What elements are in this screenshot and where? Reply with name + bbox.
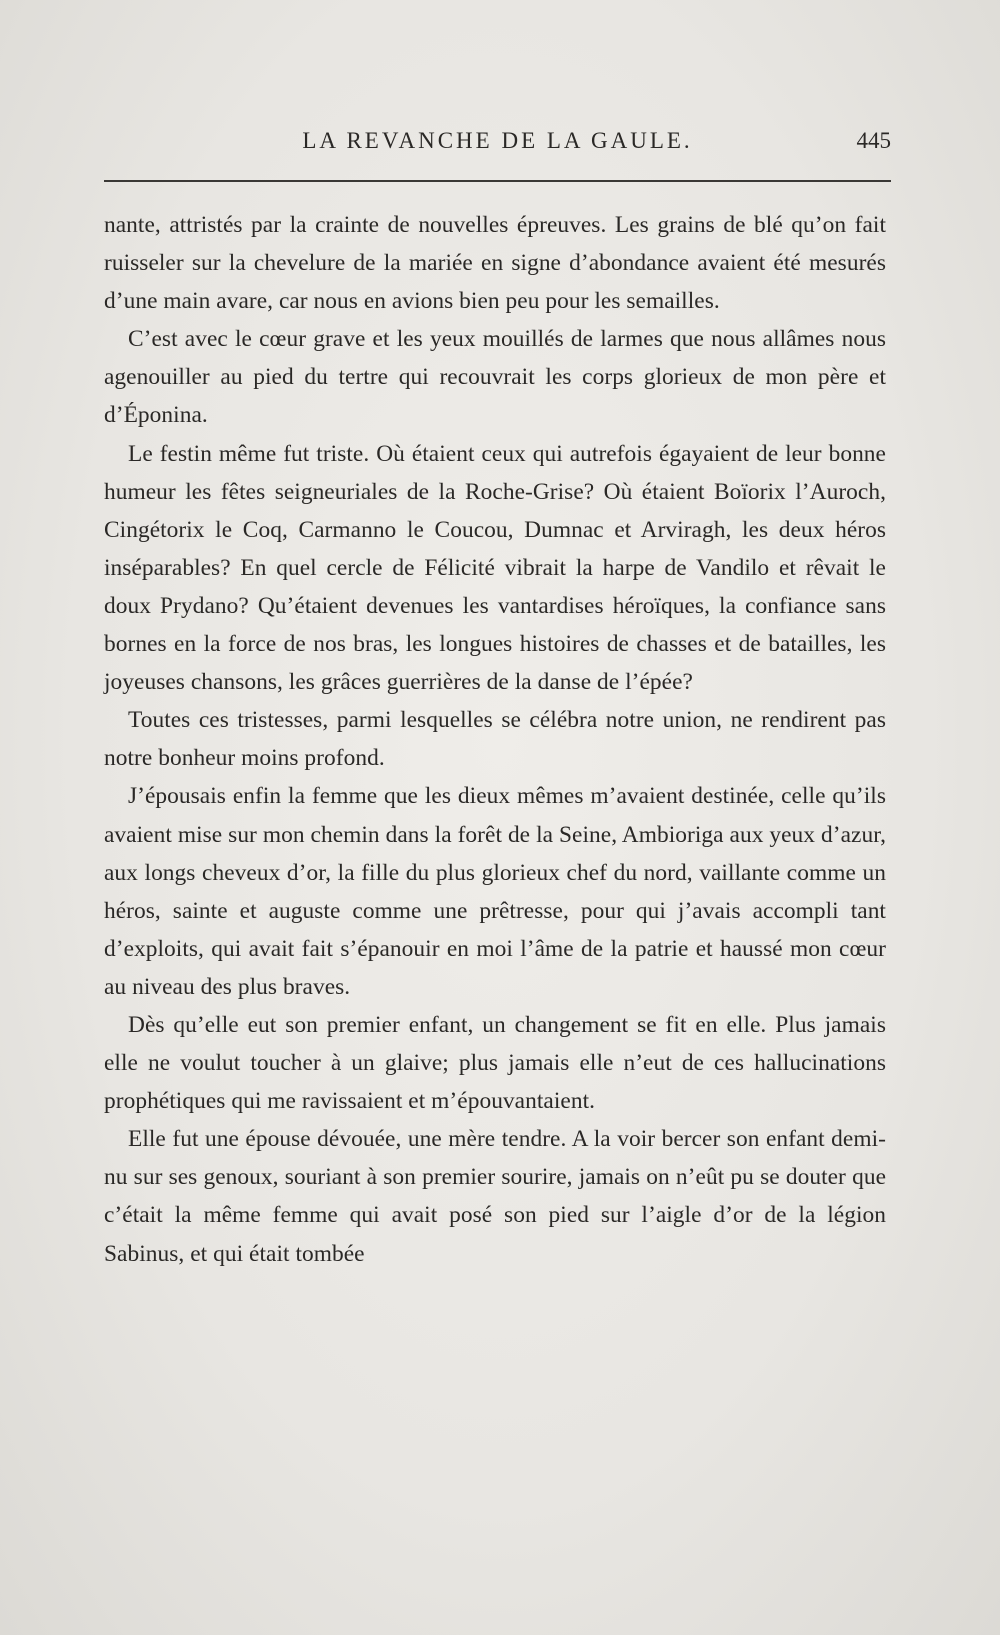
page-number: 445 — [856, 128, 891, 153]
paragraph-festin: Le festin même fut triste. Où étaient ceux qui autrefois égayaient de leur bonne humeur les fêtes seigneuriales de la Roche-Grise? Où étaient Boïorix l’Auroch, Cingétorix le Coq, Carmanno le Coucou, Dumnac et Arviragh, les deux héros inséparables? En quel cercle de Félicité vibrait la harpe de Vandilo et rêvait le doux Prydano? Qu’étaient devenues les vantardises héroïques, la confiance sans bornes en la force de nos bras, les longues histoires de chasses et de batailles, les joyeuses chansons, les grâces guerrières de la danse de l’épée? — [104, 440, 886, 696]
paragraph-premier-enfant: Dès qu’elle eut son premier enfant, un changement se fit en elle. Plus jamais elle ne voulut toucher à un glaive; plus jamais elle n’eut de ces hallucinations prophétiques qui me ravissaient et m’épouvantaient. — [104, 1011, 886, 1115]
header-rule — [104, 180, 891, 182]
paragraph-epouse-devouee: Elle fut une épouse dévouée, une mère tendre. A la voir bercer son enfant demi-nu sur ses genoux, souriant à son premier sourire, jamais on n’eût pu se douter que c’était la même femme qui avait posé son pied sur l’aigle d’or de la légion Sabinus, et qui était tombée — [104, 1126, 886, 1267]
running-head — [104, 128, 891, 162]
paragraph-continuation: nante, attristés par la crainte de nouvelles épreuves. Les grains de blé qu’on fait ruisseler sur la chevelure de la mariée en signe d’abondance avaient été mesurés d’une main avare, car nous en avions bien peu pour les semailles. — [104, 212, 886, 315]
running-title: LA REVANCHE DE LA GAULE. — [302, 128, 693, 153]
paragraph-tristesses: Toutes ces tristesses, parmi lesquelles se célébra notre union, ne rendirent pas notre bonheur moins profond. — [104, 707, 886, 772]
paragraph-epousais: J’épousais enfin la femme que les dieux mêmes m’avaient destinée, celle qu’ils avaient mise sur mon chemin dans la forêt de la Seine, Ambioriga aux yeux d’azur, aux longs cheveux d’or, la fille du plus glorieux chef du nord, vaillante comme un héros, sainte et auguste comme une prêtresse, pour qui j’avais accompli tant d’exploits, qui avait fait s’épanouir en moi l’âme de la patrie et haussé mon cœur au niveau des plus braves. — [104, 783, 886, 1000]
paragraph-tertre: C’est avec le cœur grave et les yeux mouillés de larmes que nous allâmes nous agenouiller au pied du tertre qui recouvrait les corps glorieux de mon père et d’Éponina. — [104, 326, 886, 429]
body-text — [104, 206, 886, 1273]
